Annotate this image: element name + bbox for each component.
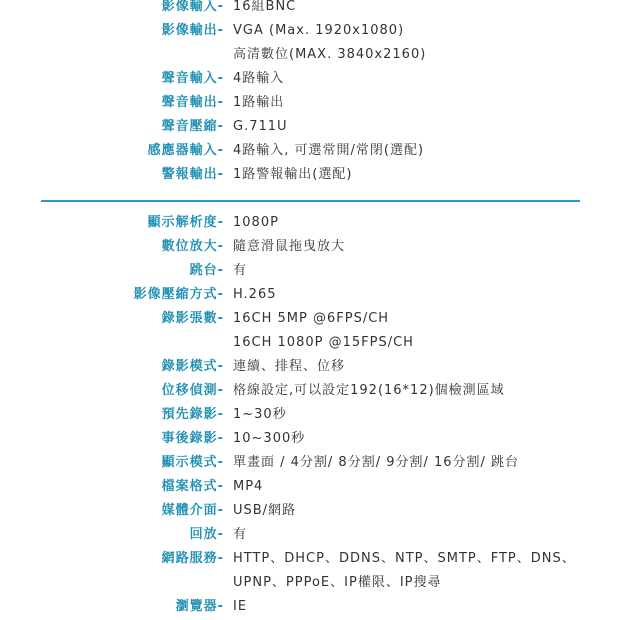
spec-row xyxy=(0,477,620,497)
spec-row xyxy=(0,69,620,89)
section-divider xyxy=(41,200,580,202)
spec-value: VGA (Max. 1920x1080) xyxy=(233,23,405,38)
spec-value: IE xyxy=(233,599,248,614)
spec-label: 警報輸出- xyxy=(161,167,224,182)
spec-label: 網路服務- xyxy=(161,551,224,566)
spec-row xyxy=(0,0,620,17)
spec-label: 回放- xyxy=(189,527,224,542)
spec-row xyxy=(0,93,620,113)
spec-row xyxy=(0,21,620,41)
spec-value: H.265 xyxy=(233,287,277,302)
spec-value: 1080P xyxy=(233,215,279,230)
spec-value: 連續、排程、位移 xyxy=(233,359,346,374)
spec-label: 位移偵測- xyxy=(161,383,224,398)
spec-value: MP4 xyxy=(233,479,264,494)
spec-row xyxy=(0,453,620,473)
spec-value: 1路警報輸出(選配) xyxy=(233,167,353,182)
spec-value: 有 xyxy=(233,263,248,278)
spec-row xyxy=(0,429,620,449)
spec-value: G.711U xyxy=(233,119,288,134)
spec-label: 影像壓縮方式- xyxy=(133,287,224,302)
spec-row xyxy=(0,213,620,233)
spec-label: 聲音輸入- xyxy=(161,71,224,86)
spec-row xyxy=(0,525,620,545)
spec-row xyxy=(0,285,620,305)
spec-label: 檔案格式- xyxy=(161,479,224,494)
spec-label: 聲音輸出- xyxy=(161,95,224,110)
spec-label: 瀏覽器- xyxy=(175,599,224,614)
spec-row xyxy=(0,381,620,401)
spec-value: 1路輸出 xyxy=(233,95,285,110)
spec-value: 高清數位(MAX. 3840x2160) xyxy=(233,47,427,62)
spec-label: 錄影張數- xyxy=(161,311,224,326)
spec-row xyxy=(0,501,620,521)
spec-label: 影像輸入- xyxy=(161,0,224,14)
spec-label: 聲音壓縮- xyxy=(161,119,224,134)
spec-row xyxy=(0,357,620,377)
spec-row xyxy=(0,117,620,137)
spec-row xyxy=(0,309,620,329)
spec-value: 10~300秒 xyxy=(233,431,306,446)
spec-row xyxy=(0,141,620,161)
spec-row xyxy=(0,597,620,617)
spec-label: 媒體介面- xyxy=(161,503,224,518)
spec-value: 1~30秒 xyxy=(233,407,287,422)
spec-value: 格線設定,可以設定192(16*12)個檢測區域 xyxy=(233,383,505,398)
spec-label: 錄影模式- xyxy=(161,359,224,374)
spec-row xyxy=(0,237,620,257)
spec-value: 有 xyxy=(233,527,248,542)
spec-row xyxy=(0,45,620,65)
spec-value: 4路輸入, 可選常開/常閉(選配) xyxy=(233,143,425,158)
spec-row xyxy=(0,405,620,425)
spec-value: 16CH 5MP @6FPS/CH xyxy=(233,311,390,326)
spec-label: 數位放大- xyxy=(161,239,224,254)
spec-value: 隨意滑鼠拖曳放大 xyxy=(233,239,346,254)
spec-label: 影像輸出- xyxy=(161,23,224,38)
spec-value: 16組BNC xyxy=(233,0,297,14)
spec-value: 單畫面 / 4分割/ 8分割/ 9分割/ 16分割/ 跳台 xyxy=(233,455,520,470)
spec-row xyxy=(0,333,620,353)
spec-row xyxy=(0,549,620,569)
spec-value: 16CH 1080P @15FPS/CH xyxy=(233,335,414,350)
spec-value: UPNP、PPPoE、IP權限、IP搜尋 xyxy=(233,575,442,590)
spec-value: USB/網路 xyxy=(233,503,297,518)
spec-value: HTTP、DHCP、DDNS、NTP、SMTP、FTP、DNS、 xyxy=(233,551,576,566)
spec-label: 顯示模式- xyxy=(161,455,224,470)
spec-label: 事後錄影- xyxy=(161,431,224,446)
spec-row xyxy=(0,573,620,593)
spec-label: 感應器輸入- xyxy=(147,143,224,158)
spec-label: 預先錄影- xyxy=(161,407,224,422)
spec-value: 4路輸入 xyxy=(233,71,285,86)
spec-label: 跳台- xyxy=(189,263,224,278)
spec-row xyxy=(0,261,620,281)
spec-row xyxy=(0,165,620,185)
spec-label: 顯示解析度- xyxy=(147,215,224,230)
